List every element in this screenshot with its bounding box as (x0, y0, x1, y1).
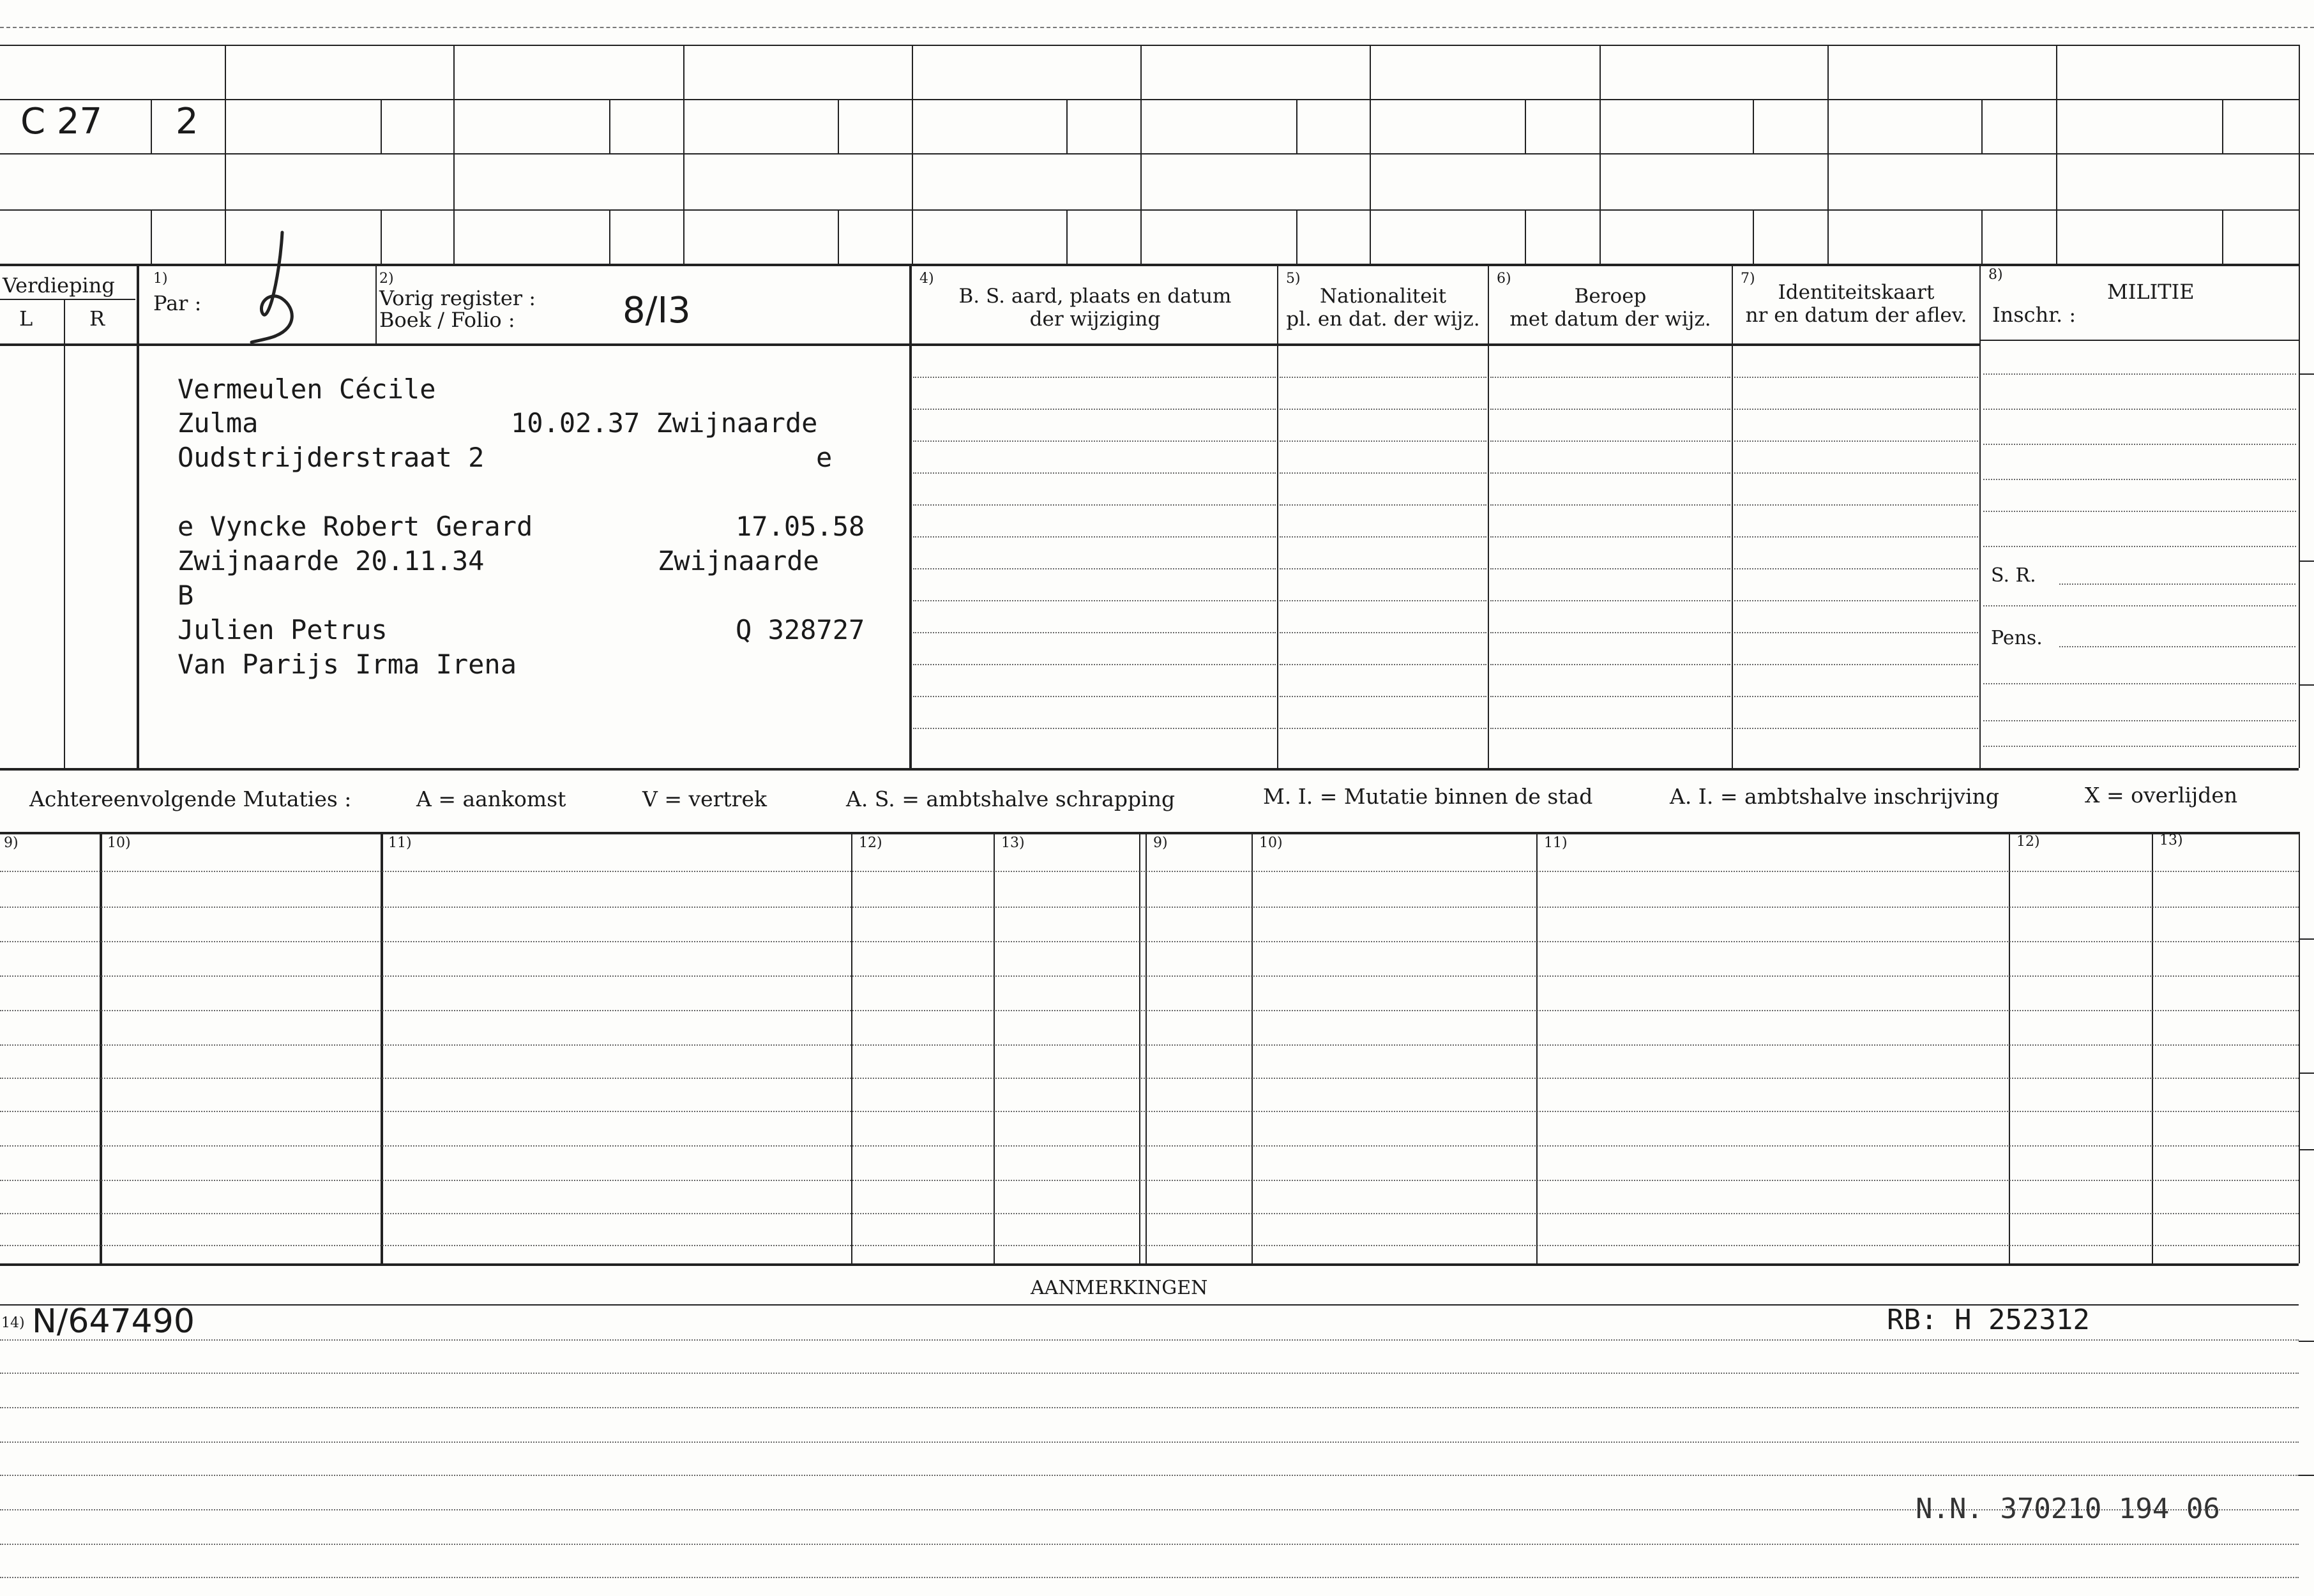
mutaties-title: Achtereenvolgende Mutaties : (29, 787, 352, 811)
writing-line (1280, 728, 1486, 729)
field-number-1: 1) (153, 271, 168, 287)
writing-line (1280, 440, 1486, 442)
person-second-name: Zulma (178, 407, 259, 439)
person-birth-date-place: 10.02.37 Zwijnaarde (511, 407, 818, 439)
column-divider (2299, 264, 2300, 768)
field-number-6: 6) (1497, 271, 1511, 287)
mutation-col (1536, 832, 1538, 1263)
writing-line (1490, 728, 1730, 729)
writing-line (913, 440, 1276, 442)
section-line (0, 768, 2299, 771)
col7-header-line1: Identiteitskaart (1778, 281, 1935, 304)
writing-line (1490, 409, 1730, 410)
mutation-row-line (0, 1078, 2299, 1079)
mutation-row-line (0, 1111, 2299, 1112)
writing-line (1490, 377, 1730, 378)
militie-title: MILITIE (2107, 280, 2195, 304)
writing-line (1983, 720, 2296, 721)
writing-line (1983, 546, 2296, 547)
writing-line (1280, 504, 1486, 506)
writing-line (1983, 746, 2296, 747)
edge-tick (2299, 1475, 2314, 1476)
grid-sub (838, 209, 839, 264)
writing-line (1734, 377, 1978, 378)
handwritten-par-mark (243, 230, 313, 345)
card-number: 2 (176, 101, 199, 142)
mutation-row-line (0, 941, 2299, 942)
grid-sub (1753, 99, 1754, 153)
col6-header (1489, 285, 1732, 331)
writing-line (913, 504, 1276, 506)
edge-tick (2299, 561, 2314, 562)
field-number-14: 14) (1, 1315, 25, 1331)
grid-col (1370, 45, 1371, 264)
marriage-date: 17.05.58 (736, 511, 865, 542)
grid-sub (381, 209, 382, 264)
mutation-row-line (0, 1180, 2299, 1181)
grid-sub (2222, 99, 2223, 153)
mutation-col (2009, 832, 2010, 1263)
remarks-writing-line (0, 1442, 2299, 1443)
person-address: Oudstrijderstraat 2 (178, 442, 485, 473)
column-divider (1488, 264, 1489, 768)
mutation-col (994, 832, 995, 1263)
mutation-col (851, 832, 852, 1263)
par-label: Par : (153, 291, 202, 315)
grid-sub (1296, 209, 1297, 264)
grid-sub (2222, 209, 2223, 264)
edge-tick (2299, 684, 2314, 686)
writing-line (1983, 683, 2296, 684)
writing-line (1734, 472, 1978, 474)
writing-line (913, 632, 1276, 633)
col6-header-line1: Beroep (1574, 285, 1647, 308)
mutation-col (2152, 832, 2153, 1263)
identity-number: Q 328727 (736, 614, 865, 645)
col5-header-line2: pl. en dat. der wijz. (1286, 308, 1480, 331)
edge-tick (2299, 153, 2314, 154)
remarks-writing-line (0, 1475, 2299, 1476)
remarks-title: AANMERKINGEN (1031, 1277, 1208, 1299)
grid-sub (1525, 99, 1526, 153)
mutatie-legend-a: A = aankomst (416, 787, 566, 811)
header-bottom-line (1979, 340, 2299, 341)
grid-sub (1753, 209, 1754, 264)
national-number: N.N. 370210 194 06 (1916, 1493, 2220, 1525)
section-line (0, 832, 2299, 834)
mutation-col-right-9: 9) (1153, 835, 1168, 851)
mutation-row-line (0, 1010, 2299, 1011)
writing-line (1734, 409, 1978, 410)
writing-line (1280, 664, 1486, 665)
pens-label: Pens. (1991, 627, 2043, 649)
writing-line (1490, 472, 1730, 474)
writing-line (1280, 696, 1486, 697)
inschr-label: Inschr. : (1992, 303, 2076, 327)
mutation-col (381, 832, 383, 1263)
column-divider (909, 264, 912, 768)
grid-sub (1525, 209, 1526, 264)
person-surname-firstname: Vermeulen Cécile (178, 373, 436, 405)
mutation-col (1139, 832, 1140, 1263)
col6-header-line2: met datum der wijz. (1509, 308, 1711, 331)
writing-line (913, 377, 1276, 378)
grid-sub (1066, 209, 1068, 264)
writing-line (1983, 479, 2296, 480)
grid-col (225, 45, 226, 264)
verdieping-divider (64, 299, 65, 768)
writing-line (913, 728, 1276, 729)
col4-header-line1: B. S. aard, plaats en datum (958, 285, 1232, 308)
field-number-2: 2) (379, 271, 394, 287)
grid-sub (838, 99, 839, 153)
grid-col (1140, 45, 1142, 264)
writing-line (1280, 472, 1486, 474)
writing-line (1734, 536, 1978, 538)
boek-folio-label: Boek / Folio : (379, 308, 515, 332)
grid-col (2056, 45, 2057, 264)
grid-sub (1296, 99, 1297, 153)
writing-line (1490, 600, 1730, 601)
col4-header-line2: der wijziging (1029, 308, 1161, 331)
marriage-place: Zwijnaarde (658, 545, 819, 576)
writing-line (1280, 409, 1486, 410)
verdieping-label: Verdieping (3, 273, 115, 297)
writing-line (1734, 632, 1978, 633)
writing-line (1490, 696, 1730, 697)
mutatie-legend-v: V = vertrek (642, 787, 767, 811)
remarks-writing-line (0, 1544, 2299, 1545)
writing-line (1490, 504, 1730, 506)
mutation-col (1252, 832, 1253, 1263)
writing-line (1734, 600, 1978, 601)
grid-sub (1066, 99, 1068, 153)
sr-label: S. R. (1991, 564, 2036, 587)
mutatie-legend-x: X = overlijden (2085, 783, 2238, 808)
col5-header (1278, 285, 1488, 331)
writing-line (1983, 511, 2296, 512)
mutation-row-line (0, 871, 2299, 872)
writing-line (2059, 583, 2295, 585)
edge-tick (2299, 1073, 2314, 1074)
column-divider (1979, 264, 1981, 768)
remarks-writing-line (0, 1407, 2299, 1408)
writing-line (1734, 696, 1978, 697)
grid-sub (151, 99, 152, 153)
verdieping-l: L (19, 306, 33, 331)
mutation-col (100, 832, 102, 1263)
writing-line (1490, 440, 1730, 442)
writing-line (1280, 600, 1486, 601)
grid-line (0, 99, 2299, 100)
mutation-col-left-13: 13) (1001, 835, 1025, 851)
column-divider (375, 264, 377, 343)
field-number-7: 7) (1741, 271, 1755, 287)
writing-line (1280, 377, 1486, 378)
field-number-8: 8) (1988, 267, 2003, 283)
verdieping-r: R (89, 306, 105, 331)
spouse-name: e Vyncke Robert Gerard (178, 511, 533, 542)
col7-header-line2: nr en datum der aflev. (1745, 304, 1967, 327)
rb-number: RB: H 252312 (1887, 1304, 2090, 1336)
writing-line (1490, 664, 1730, 665)
grid-line (0, 209, 2299, 211)
mutation-row-line (0, 1044, 2299, 1046)
mother-name: Van Parijs Irma Irena (178, 649, 517, 680)
edge-tick (2299, 1149, 2314, 1150)
card-code: C 27 (20, 101, 103, 142)
writing-line (913, 696, 1276, 697)
writing-line (1734, 440, 1978, 442)
remarks-reference: N/647490 (32, 1302, 195, 1341)
grid-line (0, 45, 2299, 46)
col7-header (1733, 281, 1979, 327)
spouse-birth: Zwijnaarde 20.11.34 (178, 545, 485, 576)
writing-line (913, 568, 1276, 569)
grid-line (0, 264, 2299, 266)
writing-line (1983, 444, 2296, 445)
grid-col (1599, 45, 1601, 264)
grid-sub (381, 99, 382, 153)
grid-line (0, 153, 2299, 154)
section-line (0, 1263, 2299, 1266)
writing-line (1734, 664, 1978, 665)
mutation-row-line (0, 1245, 2299, 1246)
mutation-col-right-11: 11) (1544, 835, 1568, 851)
grid-col (1827, 45, 1829, 264)
grid-col (683, 45, 684, 264)
mutation-row-line (0, 1145, 2299, 1147)
writing-line (1280, 632, 1486, 633)
field-number-5: 5) (1286, 271, 1301, 287)
mutation-col-left-9: 9) (4, 835, 19, 851)
column-divider (1277, 264, 1278, 768)
mutation-col-right-12: 12) (2016, 834, 2040, 850)
grid-sub (151, 209, 152, 264)
writing-line (1490, 568, 1730, 569)
mutation-col-right-13: 13) (2159, 832, 2183, 848)
grid-line (0, 299, 135, 300)
mutation-col-left-10: 10) (107, 835, 131, 851)
status-letter: B (178, 580, 194, 611)
grid-sub (1981, 99, 1983, 153)
grid-col (912, 45, 913, 264)
remarks-writing-line (0, 1577, 2299, 1578)
mutation-col-left-11: 11) (388, 835, 412, 851)
writing-line (1734, 504, 1978, 506)
field-number-4: 4) (919, 271, 934, 287)
column-divider (1732, 264, 1733, 768)
mutation-col (2299, 832, 2300, 1263)
column-divider (137, 264, 139, 768)
edge-tick (2299, 938, 2314, 940)
writing-line (913, 664, 1276, 665)
grid-col (453, 45, 455, 264)
mutation-row-line (0, 1213, 2299, 1214)
mutation-row-line (0, 907, 2299, 908)
edge-tick (2299, 1341, 2314, 1342)
mutation-col (1146, 832, 1147, 1263)
edge-tick (2299, 373, 2314, 375)
writing-line (1734, 568, 1978, 569)
vorig-register-label: Vorig register : (379, 286, 536, 310)
col4-header (913, 285, 1277, 331)
writing-line (2059, 646, 2295, 647)
mutatie-legend-as: A. S. = ambtshalve schrapping (846, 787, 1176, 811)
col5-header-line1: Nationaliteit (1319, 285, 1447, 308)
writing-line (913, 472, 1276, 474)
writing-line (1490, 632, 1730, 633)
person-address-mark: e (816, 442, 833, 473)
boek-folio-value: 8/I3 (623, 290, 691, 331)
writing-line (913, 409, 1276, 410)
mutatie-legend-ai: A. I. = ambtshalve inschrijving (1670, 784, 2000, 809)
writing-line (1983, 605, 2296, 606)
grid-sub (1981, 209, 1983, 264)
writing-line (1983, 409, 2296, 410)
writing-line (913, 600, 1276, 601)
writing-line (1490, 536, 1730, 538)
top-edge-line (0, 27, 2314, 28)
writing-line (1983, 373, 2296, 375)
writing-line (913, 536, 1276, 538)
father-name: Julien Petrus (178, 614, 388, 645)
mutation-col-right-10: 10) (1259, 835, 1283, 851)
mutation-row-line (0, 975, 2299, 977)
grid-sub (609, 209, 610, 264)
writing-line (1280, 536, 1486, 538)
grid-sub (609, 99, 610, 153)
mutatie-legend-mi: M. I. = Mutatie binnen de stad (1263, 784, 1593, 809)
remarks-writing-line (0, 1339, 2299, 1341)
writing-line (1734, 728, 1978, 729)
mutation-col-left-12: 12) (859, 835, 882, 851)
writing-line (1280, 568, 1486, 569)
remarks-writing-line (0, 1373, 2299, 1374)
